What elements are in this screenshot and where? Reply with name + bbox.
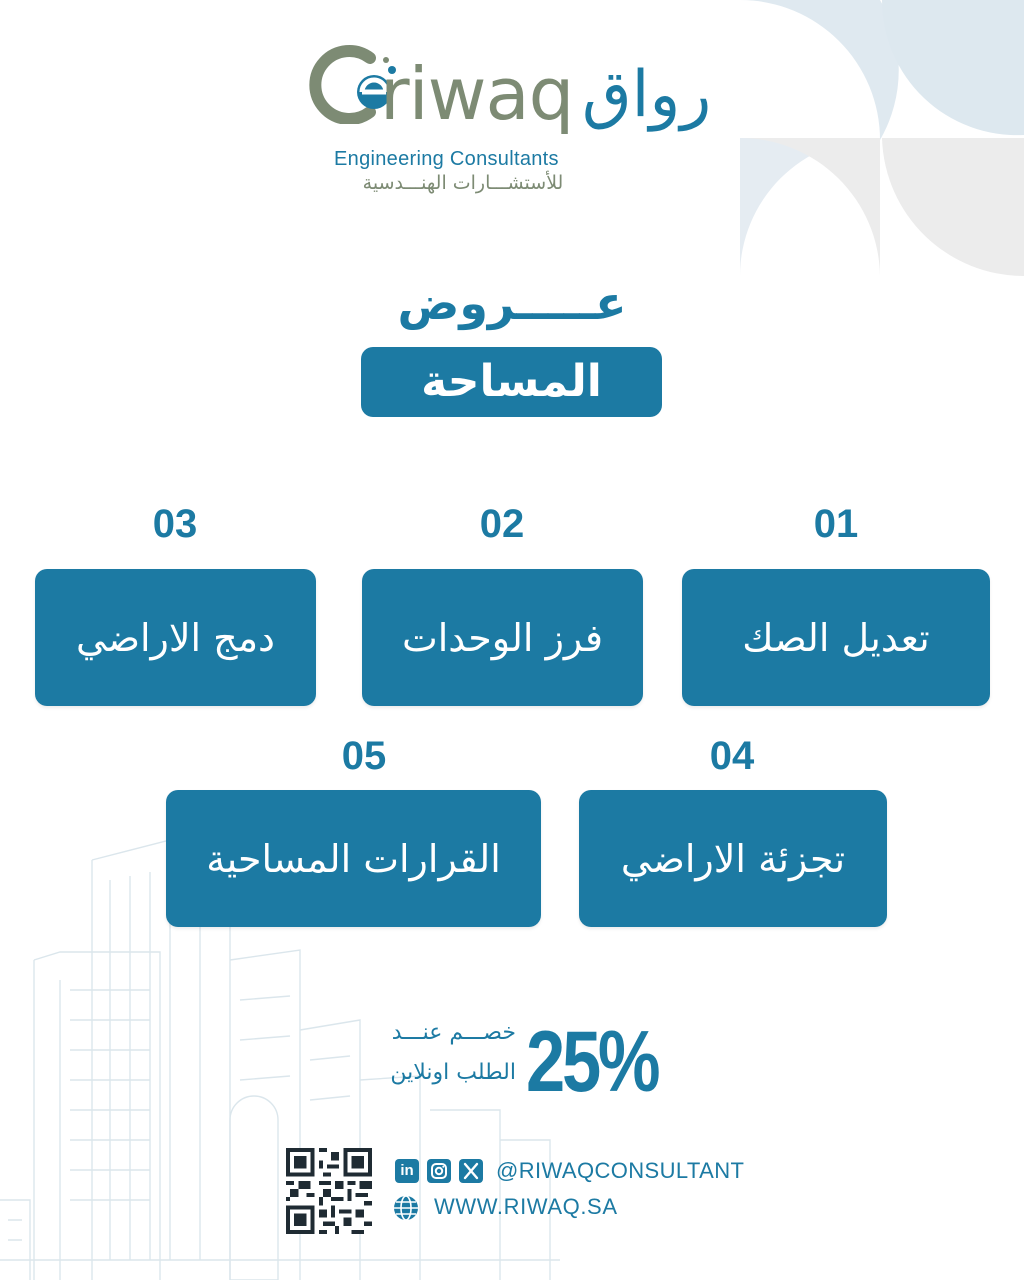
- service-card-label: تعديل الصك: [742, 615, 930, 660]
- discount-percentage: 25%: [526, 1014, 658, 1110]
- service-card-land-subdivision[interactable]: [579, 790, 887, 927]
- globe-icon: [392, 1194, 420, 1222]
- logo-tagline: Engineering Consultants: [334, 148, 559, 170]
- service-card-deed-amendment[interactable]: [682, 569, 990, 706]
- discount-text-line2: الطلب اونلاين: [390, 1060, 516, 1085]
- qr-code-icon[interactable]: [286, 1148, 372, 1234]
- discount-text-line1: خصـــم عنـــد: [391, 1020, 516, 1045]
- heading-badge: [361, 347, 662, 417]
- logo-tagline-arabic: للأستشـــارات الهنـــدسية: [362, 172, 564, 194]
- logo-wordmark-latin: riwaq: [380, 52, 574, 136]
- website-link[interactable]: WWW.RIWAQ.SA: [434, 1194, 618, 1219]
- instagram-icon[interactable]: [427, 1159, 451, 1183]
- service-number-03: 03: [152, 502, 198, 546]
- service-card-survey-decisions[interactable]: [166, 790, 541, 927]
- service-number-04: 04: [709, 734, 755, 778]
- social-handle[interactable]: @RIWAQCONSULTANT: [496, 1158, 745, 1183]
- service-card-label: دمج الاراضي: [76, 615, 275, 660]
- logo-wordmark-arabic: رواق: [582, 58, 712, 132]
- service-card-label: تجزئة الاراضي: [620, 836, 846, 881]
- linkedin-icon[interactable]: in: [395, 1159, 419, 1183]
- heading-survey: المساحة: [421, 356, 602, 407]
- heading-offers: عـــــروض: [397, 276, 627, 330]
- service-number-05: 05: [341, 734, 387, 778]
- service-number-02: 02: [479, 502, 525, 546]
- x-icon[interactable]: [459, 1159, 483, 1183]
- service-card-land-merging[interactable]: [35, 569, 316, 706]
- service-card-label: فرز الوحدات: [401, 615, 604, 660]
- service-number-01: 01: [813, 502, 859, 546]
- decorative-corner-shapes: [740, 0, 1024, 276]
- service-card-label: القرارات المساحية: [206, 836, 501, 881]
- service-card-unit-sorting[interactable]: [362, 569, 643, 706]
